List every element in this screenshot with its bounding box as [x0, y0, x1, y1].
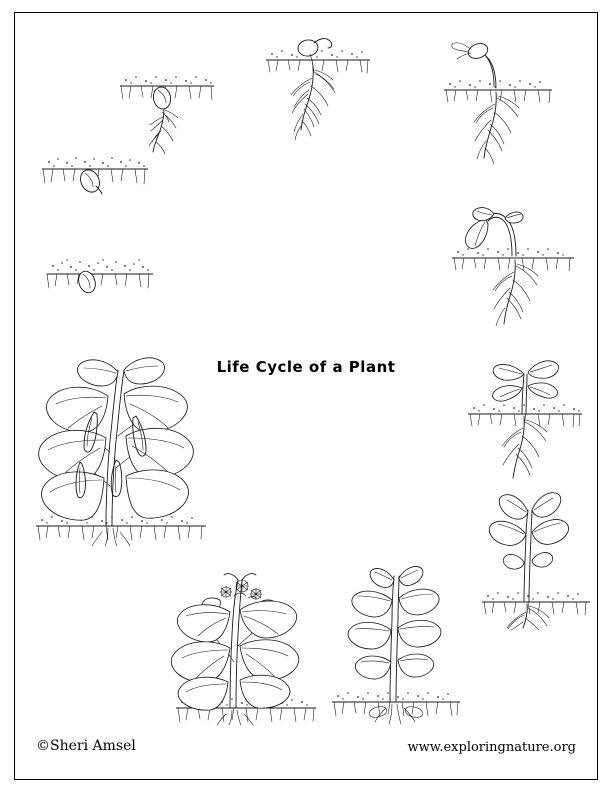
stage-young-plant-true-leaves: [452, 490, 592, 630]
website-url: www.exploringnature.org: [407, 740, 576, 755]
stage-shoot-emerging-above-soil: [438, 40, 558, 170]
stage-seed-sprouting-root: [118, 74, 218, 164]
stage-seedling-root-developing: [258, 26, 378, 146]
stage-growing-plant-multiple-leaves: [318, 566, 468, 726]
stage-mature-plant-with-bean-pods: [20, 356, 210, 546]
stage-flowering-plant: [138, 566, 318, 726]
stage-hypocotyl-arch-with-cotyledons: [448, 200, 578, 330]
stage-seed-buried-in-soil: [45, 258, 155, 308]
copyright-credit: ©Sheri Amsel: [36, 738, 136, 754]
page-title: Life Cycle of a Plant: [216, 358, 396, 376]
